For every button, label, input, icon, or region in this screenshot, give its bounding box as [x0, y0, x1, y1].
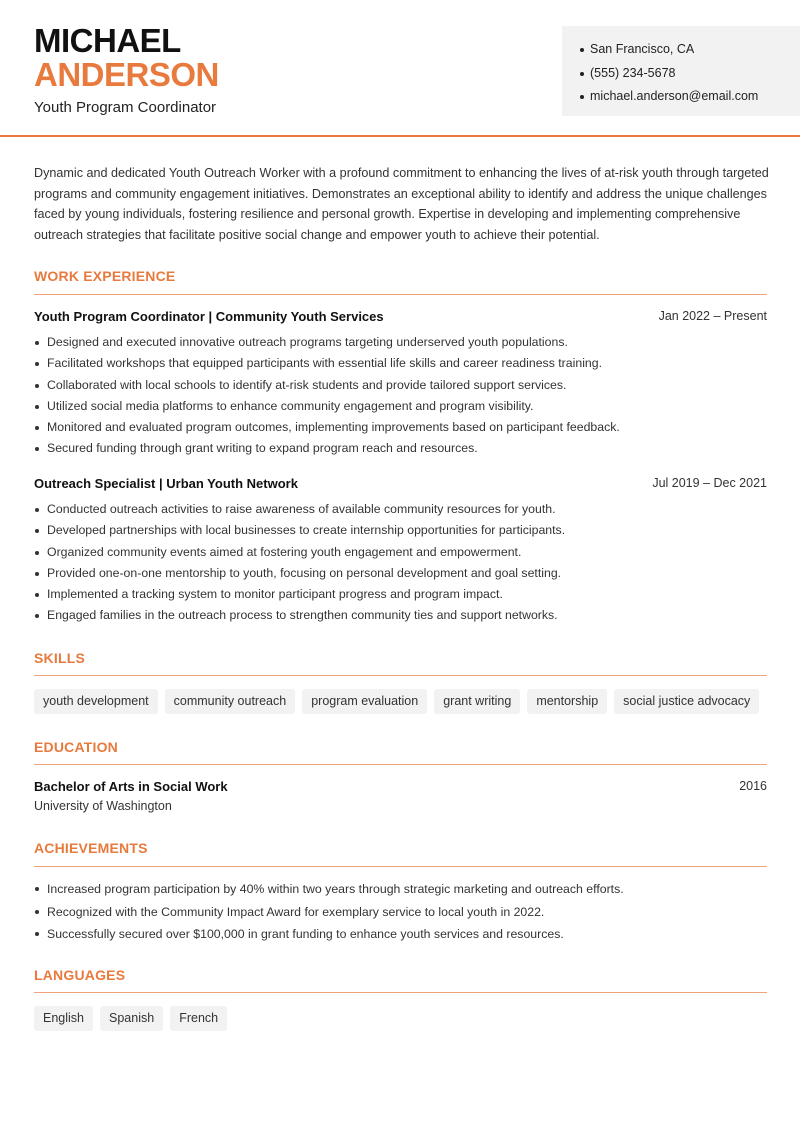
list-item: Secured funding through grant writing to expand program reach and resources.: [34, 438, 767, 459]
list-item: Implemented a tracking system to monitor participant progress and program impact.: [34, 584, 767, 605]
list-item: Engaged families in the outreach process to strengthen community ties and support networks.: [34, 605, 767, 626]
job-role: Outreach Specialist | Urban Youth Network: [34, 476, 298, 491]
section-title-achievements: ACHIEVEMENTS: [34, 840, 148, 856]
contact-email: michael.anderson@email.com: [580, 85, 800, 109]
job-role: Youth Program Coordinator | Community Youth Services: [34, 309, 384, 324]
list-item: Monitored and evaluated program outcomes, implementing improvements based on participant feedback.: [34, 417, 767, 438]
education-school: University of Washington: [34, 799, 172, 813]
list-item: Conducted outreach activities to raise awareness of available community resources for youth.: [34, 499, 767, 520]
languages-tags: [34, 1006, 227, 1031]
achievements-list: [34, 878, 767, 946]
section-divider: [34, 675, 767, 676]
skill-tag: program evaluation: [302, 689, 427, 714]
job-dates: Jan 2022 – Present: [658, 309, 767, 323]
contact-list: [580, 38, 800, 109]
section-divider: [34, 992, 767, 993]
section-divider: [34, 866, 767, 867]
job-dates: Jul 2019 – Dec 2021: [652, 476, 767, 490]
job-header: [34, 476, 767, 491]
contact-box: [562, 26, 800, 116]
contact-phone: (555) 234-5678: [580, 62, 800, 86]
section-title-work: WORK EXPERIENCE: [34, 268, 176, 284]
list-item: Facilitated workshops that equipped participants with essential life skills and career readiness training.: [34, 353, 767, 374]
language-tag: Spanish: [100, 1006, 163, 1031]
list-item: Increased program participation by 40% within two years through strategic marketing and outreach efforts.: [34, 878, 767, 901]
language-tag: French: [170, 1006, 227, 1031]
section-divider: [34, 294, 767, 295]
job-bullets: [34, 499, 767, 627]
skill-tag: youth development: [34, 689, 158, 714]
section-title-skills: SKILLS: [34, 650, 85, 666]
list-item: Provided one-on-one mentorship to youth, focusing on personal development and goal setting.: [34, 563, 767, 584]
section-divider: [34, 764, 767, 765]
list-item: Developed partnerships with local businesses to create internship opportunities for participants.: [34, 520, 767, 541]
list-item: Designed and executed innovative outreach programs targeting underserved youth populations.: [34, 332, 767, 353]
section-title-languages: LANGUAGES: [34, 967, 126, 983]
skill-tag: grant writing: [434, 689, 520, 714]
first-name: MICHAEL: [34, 22, 181, 59]
list-item: Organized community events aimed at fostering youth engagement and empowerment.: [34, 542, 767, 563]
skills-tags: [34, 689, 759, 714]
language-tag: English: [34, 1006, 93, 1031]
list-item: Recognized with the Community Impact Award for exemplary service to local youth in 2022.: [34, 901, 767, 924]
job-bullets: [34, 332, 767, 460]
job-header: [34, 309, 767, 324]
job-title: Youth Program Coordinator: [34, 99, 217, 116]
education-year: 2016: [739, 779, 767, 793]
education-degree: Bachelor of Arts in Social Work: [34, 779, 228, 794]
resume-header: [0, 0, 800, 137]
summary-paragraph: Dynamic and dedicated Youth Outreach Worker with a profound commitment to enhancing the lives of at-risk youth through targeted programs and community engagement initiatives. Demonstrates an exceptional ability to identify and address the unique challenges faced by young individuals, fostering resilience and personal growth. Expertise in developing and implementing comprehensive outreach strategies that facilitate positive social change and empower youth to achieve their potential.: [34, 166, 769, 243]
list-item: Collaborated with local schools to identify at-risk students and provide tailored support services.: [34, 375, 767, 396]
skill-tag: social justice advocacy: [614, 689, 759, 714]
last-name: ANDERSON: [34, 56, 219, 93]
education-header: [34, 779, 767, 794]
skill-tag: community outreach: [165, 689, 296, 714]
list-item: Utilized social media platforms to enhance community engagement and program visibility.: [34, 396, 767, 417]
skill-tag: mentorship: [527, 689, 607, 714]
contact-location: San Francisco, CA: [580, 38, 800, 62]
section-title-education: EDUCATION: [34, 739, 118, 755]
list-item: Successfully secured over $100,000 in grant funding to enhance youth services and resources.: [34, 923, 767, 946]
